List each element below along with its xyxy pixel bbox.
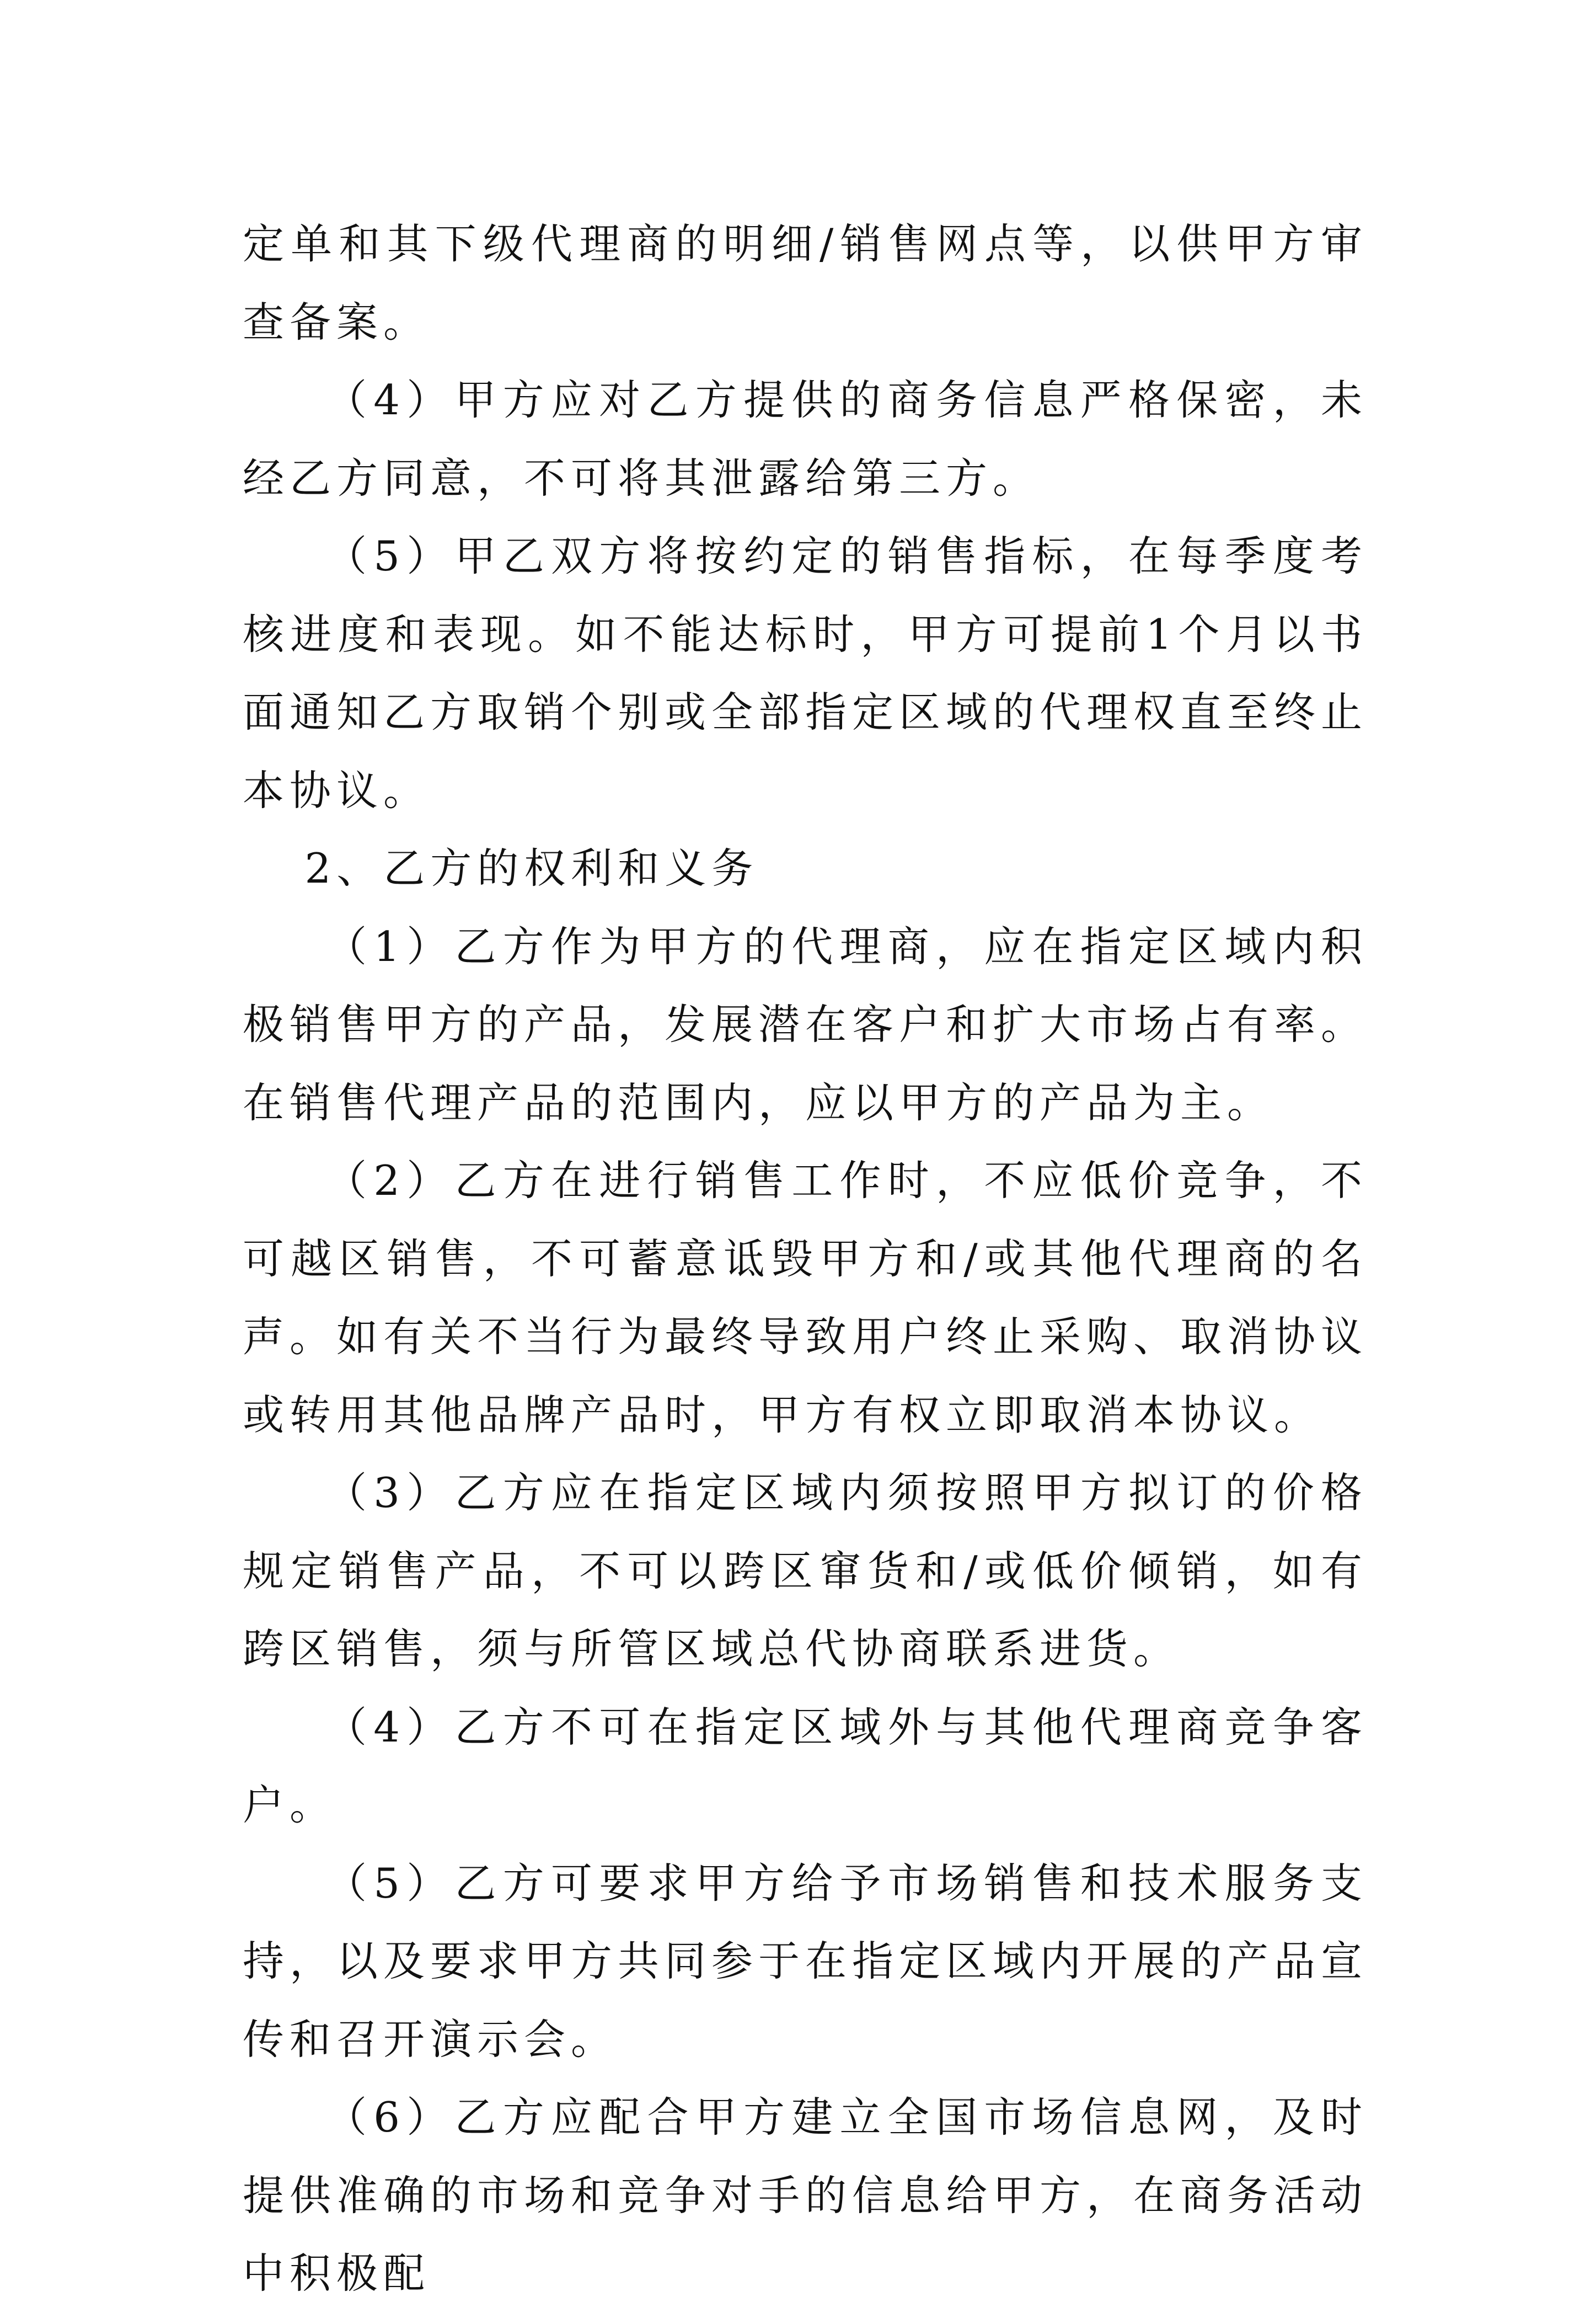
document-body [243,205,1368,2313]
paragraph-clause-a4: （4）甲方应对乙方提供的商务信息严格保密，未经乙方同意，不可将其泄露给第三方。 [243,376,1368,503]
paragraph-clause-b2: （2）乙方在进行销售工作时，不应低价竞争，不可越区销售，不可蓄意诋毁甲方和/或其他代理商的名声。如有关不当行为最终导致用户终止采购、取消协议或转用其他品牌产品时，甲方有权立即取消本协议。 [243,1156,1368,1439]
paragraph-clause-b5: （5）乙方可要求甲方给予市场销售和技术服务支持，以及要求甲方共同参于在指定区域内开展的产品宣传和召开演示会。 [243,1858,1368,2064]
paragraph-clause-b4: （4）乙方不可在指定区域外与其他代理商竞争客户。 [243,1702,1368,1829]
paragraph-continuation: 定单和其下级代理商的明细/销售网点等，以供甲方审查备案。 [243,220,1368,346]
paragraph-clause-b1: （1）乙方作为甲方的代理商，应在指定区域内积极销售甲方的产品，发展潜在客户和扩大市场占有率。在销售代理产品的范围内，应以甲方的产品为主。 [243,922,1368,1127]
paragraph-clause-a5: （5）甲乙双方将按约定的销售指标，在每季度考核进度和表现。如不能达标时，甲方可提前1个月以书面通知乙方取销个别或全部指定区域的代理权直至终止本协议。 [243,532,1368,815]
paragraph-clause-b3: （3）乙方应在指定区域内须按照甲方拟订的价格规定销售产品，不可以跨区窜货和/或低价倾销，如有跨区销售，须与所管区域总代协商联系进货。 [243,1468,1368,1673]
section-heading-party-b: 2、乙方的权利和义务 [304,844,759,893]
paragraph-clause-b6: （6）乙方应配合甲方建立全国市场信息网，及时提供准确的市场和竞争对手的信息给甲方，在商务活动中积极配 [243,2093,1368,2298]
